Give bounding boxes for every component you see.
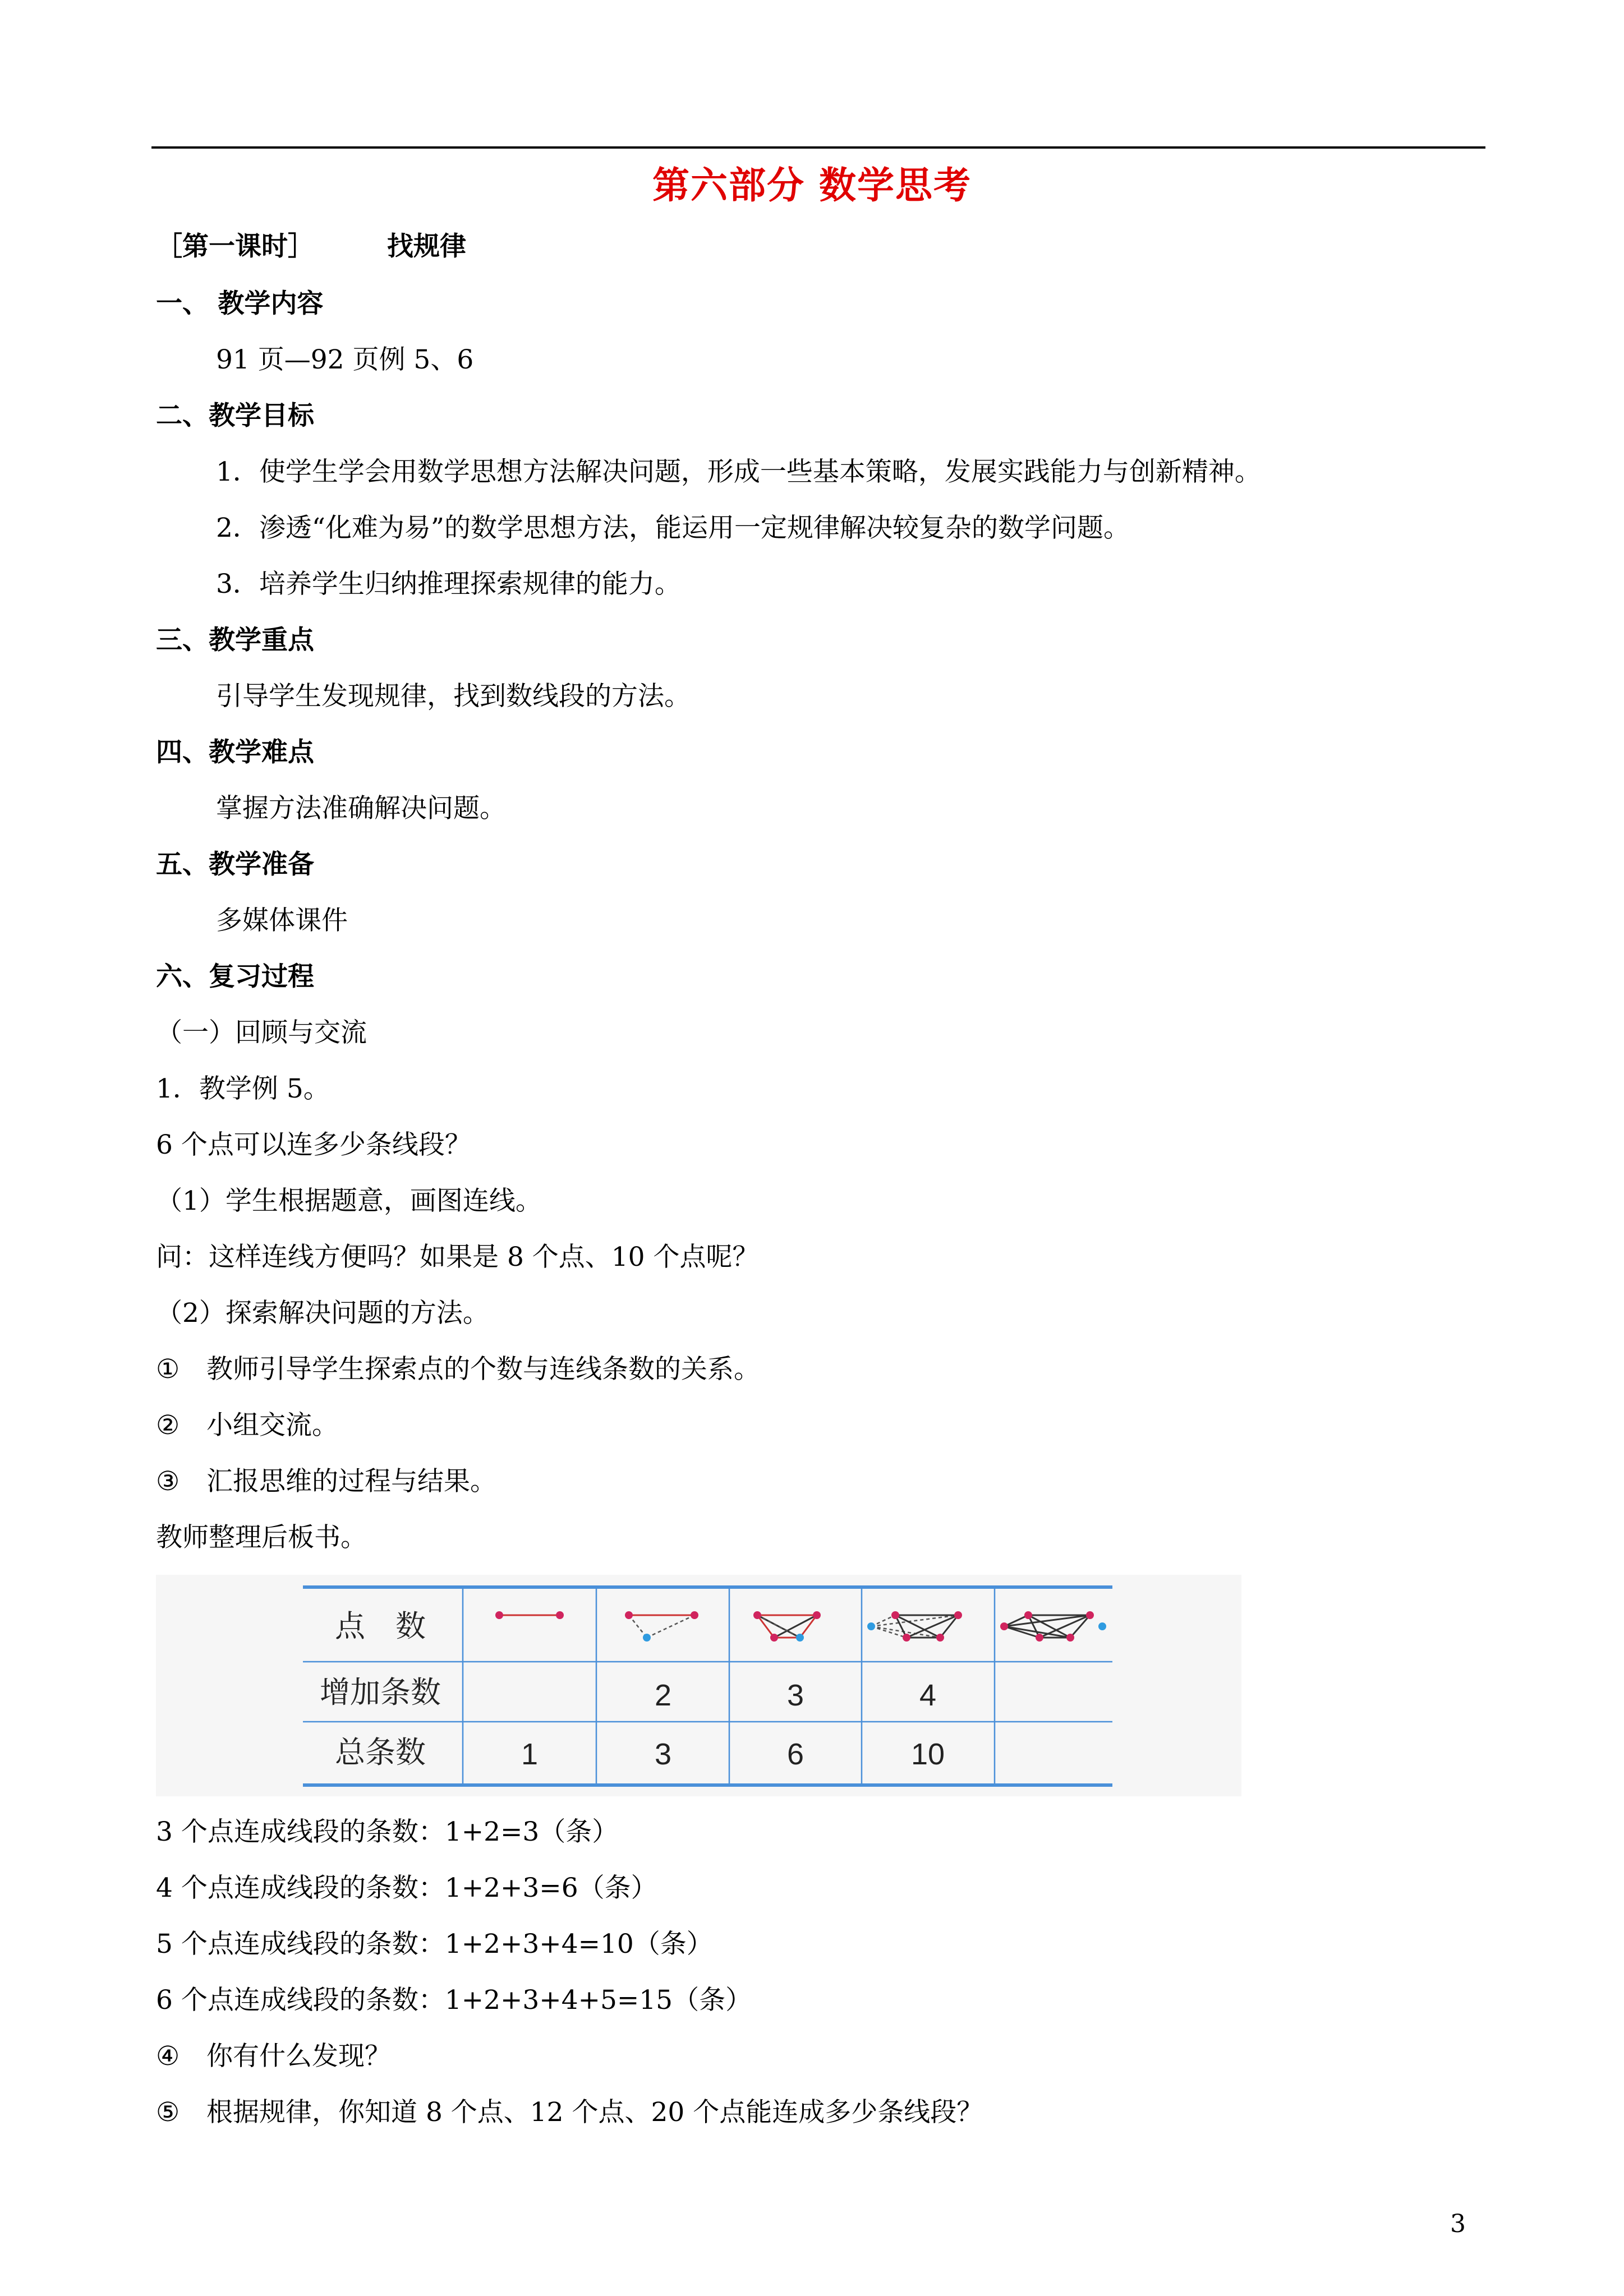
diagram-6-points bbox=[1000, 1611, 1106, 1642]
formula-line: 4 个点连成线段的条数：1+2+3=6（条） bbox=[156, 1873, 657, 1903]
paragraph: 教师整理后板书。 bbox=[156, 1522, 367, 1553]
item-text: 根据规律，你知道 8 个点、12 个点、20 个点能连成多少条线段？ bbox=[206, 2097, 983, 2128]
points-table-figure bbox=[156, 1575, 1241, 1796]
lesson-label: ［第一课时］ bbox=[156, 231, 314, 262]
total-cell: 3 bbox=[654, 1737, 672, 1771]
item-number: ① bbox=[156, 1354, 180, 1385]
added-cell: 2 bbox=[654, 1679, 672, 1712]
paragraph: （1）学生根据题意，画图连线。 bbox=[156, 1186, 542, 1216]
added-cell: 3 bbox=[786, 1679, 804, 1712]
paragraph: 问：这样连线方便吗？如果是 8 个点、10 个点呢？ bbox=[156, 1242, 759, 1273]
list-item bbox=[156, 2096, 983, 2129]
list-item: 1．使学生学会用数学思想方法解决问题，形成一些基本策略，发展实践能力与创新精神。 bbox=[216, 457, 1261, 487]
list-item bbox=[156, 1353, 760, 1386]
list-item bbox=[156, 1465, 496, 1499]
header-rule bbox=[151, 146, 1485, 149]
paragraph: 掌握方法准确解决问题。 bbox=[216, 793, 506, 824]
item-number: ⑤ bbox=[156, 2097, 180, 2128]
section-heading: 一、 教学内容 bbox=[156, 288, 324, 319]
item-number: ④ bbox=[156, 2041, 180, 2072]
formula-line: 3 个点连成线段的条数：1+2=3（条） bbox=[156, 1816, 619, 1847]
section-heading: 四、教学难点 bbox=[156, 737, 314, 768]
added-cell: 4 bbox=[919, 1679, 937, 1712]
item-text: 小组交流。 bbox=[206, 1410, 338, 1441]
page-title: 第六部分 数学思考 bbox=[652, 163, 972, 207]
row-label-added: 增加条数 bbox=[320, 1676, 441, 1709]
list-item bbox=[156, 1409, 338, 1442]
formula-line: 6 个点连成线段的条数：1+2+3+4+5=15（条） bbox=[156, 1985, 752, 2016]
formula-line: 5 个点连成线段的条数：1+2+3+4=10（条） bbox=[156, 1929, 713, 1960]
subheading: （一）回顾与交流 bbox=[156, 1017, 367, 1048]
item-number: ③ bbox=[156, 1466, 180, 1497]
item-text: 汇报思维的过程与结果。 bbox=[206, 1466, 496, 1497]
section-heading: 三、教学重点 bbox=[156, 625, 314, 656]
diagram-4-points bbox=[753, 1611, 821, 1642]
section-heading: 二、教学目标 bbox=[156, 400, 314, 431]
section-heading: 六、复习过程 bbox=[156, 961, 314, 992]
list-item: 2．渗透“化难为易”的数学思想方法，能运用一定规律解决较复杂的数学问题。 bbox=[216, 513, 1130, 543]
diagram-5-points bbox=[867, 1611, 962, 1642]
paragraph: 91 页—92 页例 5、6 bbox=[216, 344, 474, 375]
total-cell: 10 bbox=[910, 1737, 945, 1771]
section-heading: 五、教学准备 bbox=[156, 849, 314, 880]
paragraph: 1．教学例 5。 bbox=[156, 1073, 330, 1104]
row-label-points: 点 数 bbox=[335, 1610, 426, 1643]
paragraph: 6 个点可以连多少条线段？ bbox=[156, 1129, 471, 1160]
paragraph: 引导学生发现规律，找到数线段的方法。 bbox=[216, 681, 691, 712]
lesson-name: 找规律 bbox=[387, 231, 466, 262]
list-item: 3．培养学生归纳推理探索规律的能力。 bbox=[216, 569, 681, 600]
total-cell: 1 bbox=[521, 1737, 539, 1771]
item-text: 你有什么发现？ bbox=[206, 2041, 391, 2072]
total-cell: 6 bbox=[786, 1737, 804, 1771]
diagram-3-points bbox=[625, 1611, 698, 1642]
item-text: 教师引导学生探索点的个数与连线条数的关系。 bbox=[206, 1354, 760, 1385]
row-label-total: 总条数 bbox=[335, 1736, 426, 1769]
page-number: 3 bbox=[1450, 2210, 1466, 2238]
paragraph: 多媒体课件 bbox=[216, 905, 348, 936]
lesson-heading bbox=[156, 230, 466, 264]
points-table bbox=[156, 1575, 1241, 1796]
paragraph: （2）探索解决问题的方法。 bbox=[156, 1298, 489, 1329]
list-item bbox=[156, 2040, 391, 2073]
diagram-2-points bbox=[495, 1611, 564, 1619]
item-number: ② bbox=[156, 1410, 180, 1441]
